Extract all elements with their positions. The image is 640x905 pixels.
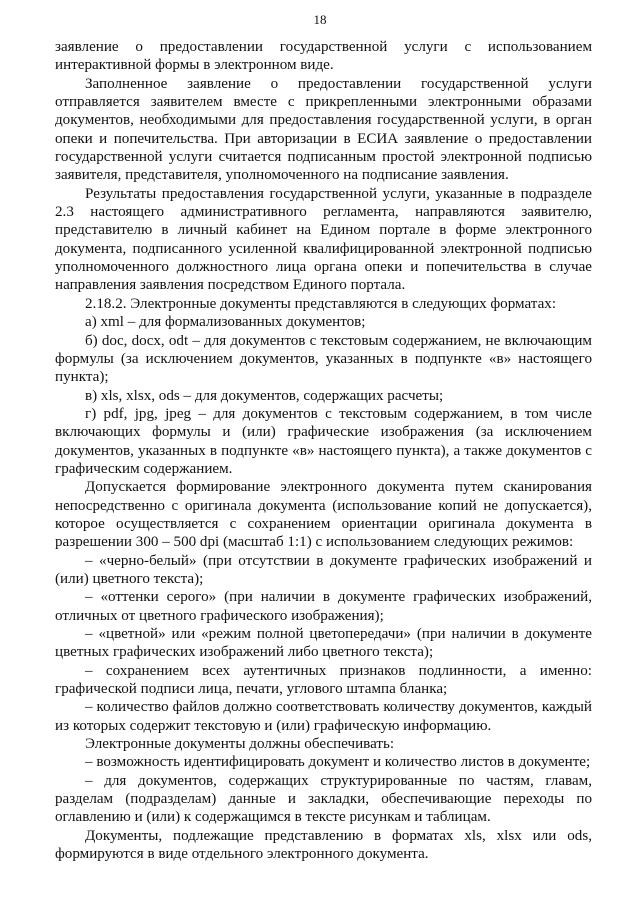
paragraph-2-18-2-formats: 2.18.2. Электронные документы представляются в следующих форматах: — [85, 295, 557, 312]
paragraph-service-results: Результаты предоставления государственной услуги, указанные в подразделе 2.3 настоящего административного регламента, направляются заявителю, представителю в личный кабинет на Едином портале в форме электронного документа, подписанного усиленной квалифицированной электронной подписью уполномоченного должностного лица органа опеки и попечительства в случае направления заявления посредством Единого портала. — [55, 185, 592, 294]
list-item-structured-documents: – для документов, содержащих структурированные по частям, главам, разделам (подразделам) данные и закладки, обеспечивающие переходы по оглавлению и (или) к содержащимся в тексте рисункам и таблицам. — [55, 772, 592, 826]
paragraph-documents-must-provide: Электронные документы должны обеспечивать: — [85, 736, 395, 753]
list-item-format-g: г) pdf, jpg, jpeg – для документов с текстовым содержанием, в том числе включающих формулы и (или) графические изображения (за исключением документов, указанных в подпункте «в» настоящего пункта), а также документов с графическим содержанием. — [55, 405, 592, 477]
paragraph-scanning: Допускается формирование электронного документа путем сканирования непосредственно с оригинала документа (использование копий не допускается), которое осуществляется с сохранением ориентации оригинала документа в разрешении 300 – 500 dpi (масштаб 1:1) с использованием следующих режимов: — [55, 479, 592, 551]
list-item-mode-color: – «цветной» или «режим полной цветопередачи» (при наличии в документе цветных графических изображений либо цветного текста); — [55, 626, 592, 661]
list-item-mode-bw: – «черно-белый» (при отсутствии в документе графических изображений и (или) цветного текста); — [55, 552, 592, 587]
paragraph-spreadsheet-formats: Документы, подлежащие представлению в форматах xls, xlsx или ods, формируются в виде отдельного электронного документа. — [55, 827, 592, 863]
list-item-mode-grayscale: – «оттенки серого» (при наличии в документе графических изображений, отличных от цветного графического изображения); — [55, 589, 592, 624]
page-number: 18 — [313, 12, 327, 27]
list-item-authenticity: – сохранением всех аутентичных признаков подлинности, а именно: графической подписи лица, печати, углового штампа бланка; — [55, 662, 592, 698]
list-item-format-a: а) xml – для формализованных документов; — [85, 314, 366, 331]
document-body — [55, 38, 592, 863]
list-item-format-v: в) xls, xlsx, ods – для документов, содержащих расчеты; — [85, 387, 444, 404]
paragraph-continuation: заявление о предоставлении государственной услуги с использованием интерактивной формы в электронном виде. — [55, 39, 592, 74]
list-item-file-count: – количество файлов должно соответствовать количеству документов, каждый из которых содержит текстовую и (или) графическую информацию. — [55, 699, 592, 734]
list-item-identify-document: – возможность идентифицировать документ и количество листов в документе; — [85, 754, 591, 771]
list-item-format-b: б) doc, docx, odt – для документов с текстовым содержанием, не включающим формулы (за исключением документов, указанных в подпункте «в» настоящего пункта); — [55, 332, 592, 386]
paragraph-filled-application: Заполненное заявление о предоставлении государственной услуги отправляется заявителем вместе с прикрепленными электронными образами документов, необходимыми для предоставления государственной услуги, в орган опеки и попечительства. При авторизации в ЕСИА заявление о предоставлении государственной услуги считается подписанным простой электронной подписью заявителя, представителя, уполномоченного на подписание заявления. — [55, 75, 592, 184]
